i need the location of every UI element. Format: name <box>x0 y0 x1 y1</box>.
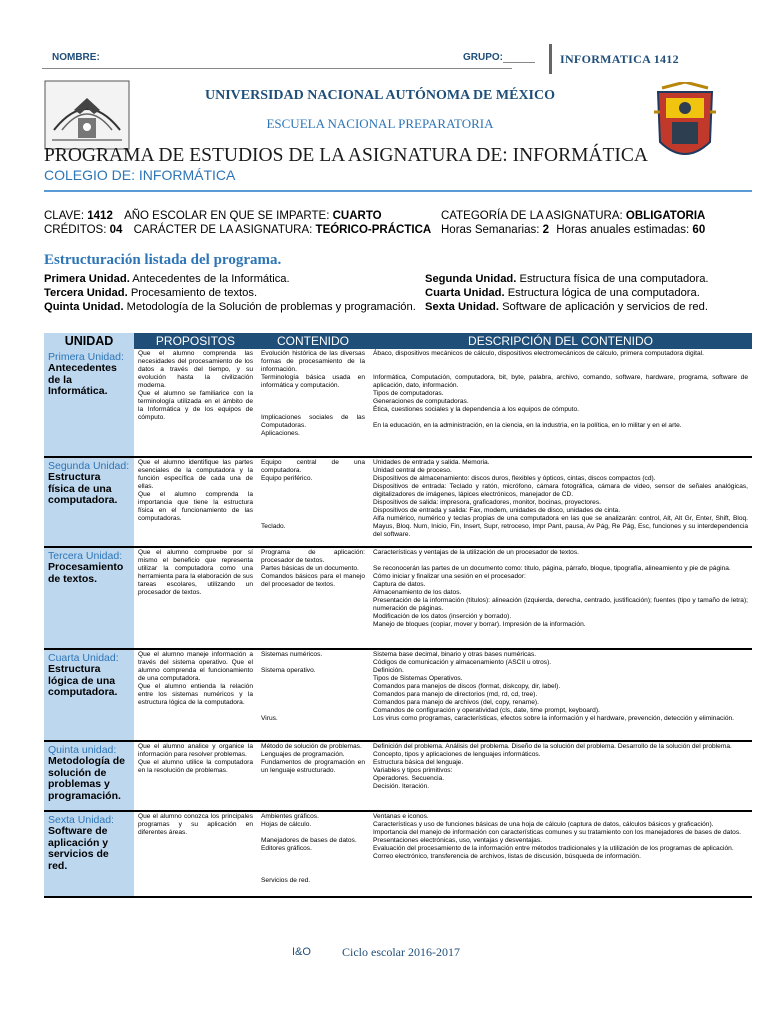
title-divider <box>44 190 752 192</box>
unit-cell: Quinta unidad: Metodología de solución de problemas y programación. <box>44 741 134 811</box>
contenido-cell: Método de solución de problemas. Lenguajes de programación. Fundamentos de programación en un lenguaje estructurado. <box>257 741 369 811</box>
header-unidad: UNIDAD <box>44 333 134 349</box>
program-table <box>44 333 752 898</box>
caracter-label: CARÁCTER DE LA ASIGNATURA: <box>133 224 313 236</box>
table-row <box>44 547 752 649</box>
horas-sem-label: Horas Semanarias: <box>441 224 540 236</box>
contenido-cell: Ambientes gráficos. Hojas de cálculo. Manejadores de bases de datos. Editores gráficos. Servicios de red. <box>257 811 369 897</box>
header-propositos: PROPOSITOS <box>134 333 257 349</box>
contenido-cell: Equipo central de una computadora. Equipo periférico. Teclado. <box>257 457 369 547</box>
caracter-value: TEÓRICO-PRÁCTICA <box>315 224 432 236</box>
list-item: Sexta Unidad. Software de aplicación y servicios de red. <box>425 301 708 313</box>
contenido-cell: Evolución histórica de las diversas formas de procesamiento de la información. Terminología básica usada en informática y computación. Implicaciones sociales de las Computadoras. Aplicaciones. <box>257 349 369 457</box>
college-name: COLEGIO DE: INFORMÁTICA <box>44 167 236 183</box>
anio-value: CUARTO <box>332 210 382 222</box>
contenido-cell: Sistemas numéricos. Sistema operativo. Virus. <box>257 649 369 741</box>
course-badge: INFORMATICA 1412 <box>560 52 679 66</box>
nombre-field[interactable] <box>42 68 512 69</box>
header-descripcion: DESCRIPCIÓN DEL CONTENIDO <box>369 333 752 349</box>
unit-cell: Tercera Unidad: Procesamiento de textos. <box>44 547 134 649</box>
enp-seal <box>652 82 718 168</box>
header-divider <box>549 44 552 74</box>
unit-cell: Sexta Unidad: Software de aplicación y servicios de red. <box>44 811 134 897</box>
list-item: Tercera Unidad. Procesamiento de textos. <box>44 287 258 299</box>
propositos-cell: Que el alumno compruebe por sí mismo el beneficio que representa utilizar la computadora como una herramienta para la elaboración de sus tareas escolares, utilizando un procesador de textos. <box>134 547 257 649</box>
table-row <box>44 349 752 457</box>
contenido-cell: Programa de aplicación: procesador de textos. Partes básicas de un documento. Comandos básicos para el manejo del procesador de textos. <box>257 547 369 649</box>
horas-anu-value: 60 <box>692 224 706 236</box>
grupo-field[interactable] <box>503 62 535 63</box>
descripcion-cell: Ventanas e iconos. Características y uso de funciones básicas de una hoja de cálculo (captura de datos, cálculos básicos y graficación). Importancia del manejo de información con características comunes y su tratamiento con los manejadores de bases de datos. Presentaciones electrónicas, uso, ventajas y desventajas. Evaluación del procesamiento de la información entre métodos tradicionales y la utilización de los programas de aplicación. Correo electrónico, transferencia de archivos, listas de discusión, búsqueda de información. <box>369 811 752 897</box>
table-row <box>44 457 752 547</box>
footer-right: Ciclo escolar 2016-2017 <box>342 945 460 959</box>
info-row-2 <box>44 224 752 236</box>
propositos-cell: Que el alumno analice y organice la información para resolver problemas. Que el alumno utilice la computadora en la resolución de problemas. <box>134 741 257 811</box>
descripcion-cell: Unidades de entrada y salida. Memoria. Unidad central de proceso. Dispositivos de almacenamiento: discos duros, flexibles y ópticos, cintas, discos compactos (cd). Dispositivos de entrada: Teclado y ratón, micrófono, cámara fotográfica, cámara de video, sensor de señales analógicas, digitalizadores de imágenes, lápices electrónicos, manejador de CD. Dispositivos de salida: impresora, graficadores, monitor, bocinas, proyectores. Dispositivos de entrada y salida: Fax, modem, unidades de disco, unidades de cinta. Alfa numérico, numérico y teclas propias de una computadora en las que se analizarán: control, Alt, Alt Gr, Enter, Shift, Bloq. Mayus, Bloq. Num, Inicio, Fin, Insert, Supr, retroceso, Impr Pant, pausa, Av Pág, Re Pág, Esc, funciones y su interdependencia del software. <box>369 457 752 547</box>
university-name: UNIVERSIDAD NACIONAL AUTÓNOMA DE MÉXICO <box>204 88 556 103</box>
descripcion-cell: Definición del problema. Análisis del problema. Diseño de la solución del problema. Desarrollo de la solución del problema. Concepto, tipos y aplicaciones de lenguajes informáticos. Estructura básica del lenguaje. Variables y tipos primitivos: Operadores. Secuencia. Decisión. Iteración. <box>369 741 752 811</box>
unit-cell: Primera Unidad: Antecedentes de la Informática. <box>44 349 134 457</box>
unam-seal <box>44 80 130 150</box>
creditos-value: 04 <box>109 224 123 236</box>
descripcion-cell: Características y ventajas de la utilización de un procesador de textos. Se reconocerán las partes de un documento como: título, página, párrafo, bloque, tipografía, alineamiento y pie de página. Cómo iniciar y finalizar una sesión en el procesador: Captura de datos. Almacenamiento de los datos. Presentación de la información (títulos): alineación (izquierda, derecha, centrado, justificación); fuentes (tipo y tamaño de letra); numeración de páginas. Modificación de los datos (inserción y borrado). Manejo de bloques (copiar, mover y borrar). Impresión de la información. <box>369 547 752 649</box>
table-row <box>44 649 752 741</box>
structure-heading: Estructuración listada del programa. <box>44 252 282 268</box>
grupo-label: GRUPO: <box>463 52 503 63</box>
clave-value: 1412 <box>87 210 113 222</box>
horas-anu-label: Horas anuales estimadas: <box>556 224 690 236</box>
horas-sem-value: 2 <box>542 224 550 236</box>
creditos-label: CRÉDITOS: <box>44 224 107 236</box>
table-header <box>44 333 752 349</box>
school-name: ESCUELA NACIONAL PREPARATORIA <box>266 116 494 131</box>
list-item: Quinta Unidad. Metodología de la Solución de problemas y programación. <box>44 301 416 313</box>
anio-label: AÑO ESCOLAR EN QUE SE IMPARTE: <box>124 210 330 222</box>
propositos-cell: Que el alumno identifique las partes esenciales de la computadora y la función específica de cada una de ellas. Que el alumno comprenda la importancia que tiene la estructura física en el funcionamiento de las computadoras. <box>134 457 257 547</box>
descripcion-cell: Sistema base decimal, binario y otras bases numéricas. Códigos de comunicación y almacenamiento (ASCII u otros). Definición. Tipos de Sistemas Operativos. Comandos para manejos de discos (format, diskcopy, dir, label). Comandos para manejo de directorios (md, rd, cd, tree). Comandos para manejo de archivos (del, copy, rename). Comandos de configuración y operatividad (cls, date, time prompt, keyboard). Los virus como programas, características, efectos sobre la información y el hardware, prevención, detección y eliminación. <box>369 649 752 741</box>
table-row <box>44 811 752 897</box>
list-item: Cuarta Unidad. Estructura lógica de una computadora. <box>425 287 700 299</box>
propositos-cell: Que el alumno conozca los principales programas y su aplicación en diferentes áreas. <box>134 811 257 897</box>
header-contenido: CONTENIDO <box>257 333 369 349</box>
categoria-label: CATEGORÍA DE LA ASIGNATURA: <box>441 210 623 222</box>
unit-cell: Cuarta Unidad: Estructura lógica de una computadora. <box>44 649 134 741</box>
footer-left: I&O <box>292 946 311 958</box>
unit-cell: Segunda Unidad: Estructura física de una computadora. <box>44 457 134 547</box>
nombre-label: NOMBRE: <box>52 52 100 63</box>
program-title: PROGRAMA DE ESTUDIOS DE LA ASIGNATURA DE: INFORMÁTICA <box>44 145 649 166</box>
propositos-cell: Que el alumno comprenda las necesidades del procesamiento de los datos a través del tiempo, y su evolución hasta la civilización moderna. Que el alumno se familiarice con la terminología utilizada en el ámbito de la Informática y de los equipos de cómputo. <box>134 349 257 457</box>
table-row <box>44 741 752 811</box>
list-item: Primera Unidad. Antecedentes de la Informática. <box>44 273 290 285</box>
clave-label: CLAVE: <box>44 210 85 222</box>
categoria-value: OBLIGATORIA <box>625 210 706 222</box>
info-row-1 <box>44 210 752 222</box>
list-item: Segunda Unidad. Estructura física de una computadora. <box>425 273 709 285</box>
propositos-cell: Que el alumno maneje información a través del sistema operativo. Que el alumno comprenda el funcionamiento de una computadora. Que el alumno entienda la relación entre los sistemas numéricos y la estructura lógica de la computadora. <box>134 649 257 741</box>
descripcion-cell: Ábaco, dispositivos mecánicos de cálculo, dispositivos electromecánicos de cálculo, primera computadora digital. Informática, Computación, computadora, bit, byte, palabra, archivo, comando, software, hardware, programa, software de aplicación, dato, información. Tipos de computadoras. Generaciones de computadoras. Ética, cuestiones sociales y la dependencia a los equipos de cómputo. En la educación, en la administración, en la ciencia, en la industria, en la política, en lo militar y en el arte. <box>369 349 752 457</box>
